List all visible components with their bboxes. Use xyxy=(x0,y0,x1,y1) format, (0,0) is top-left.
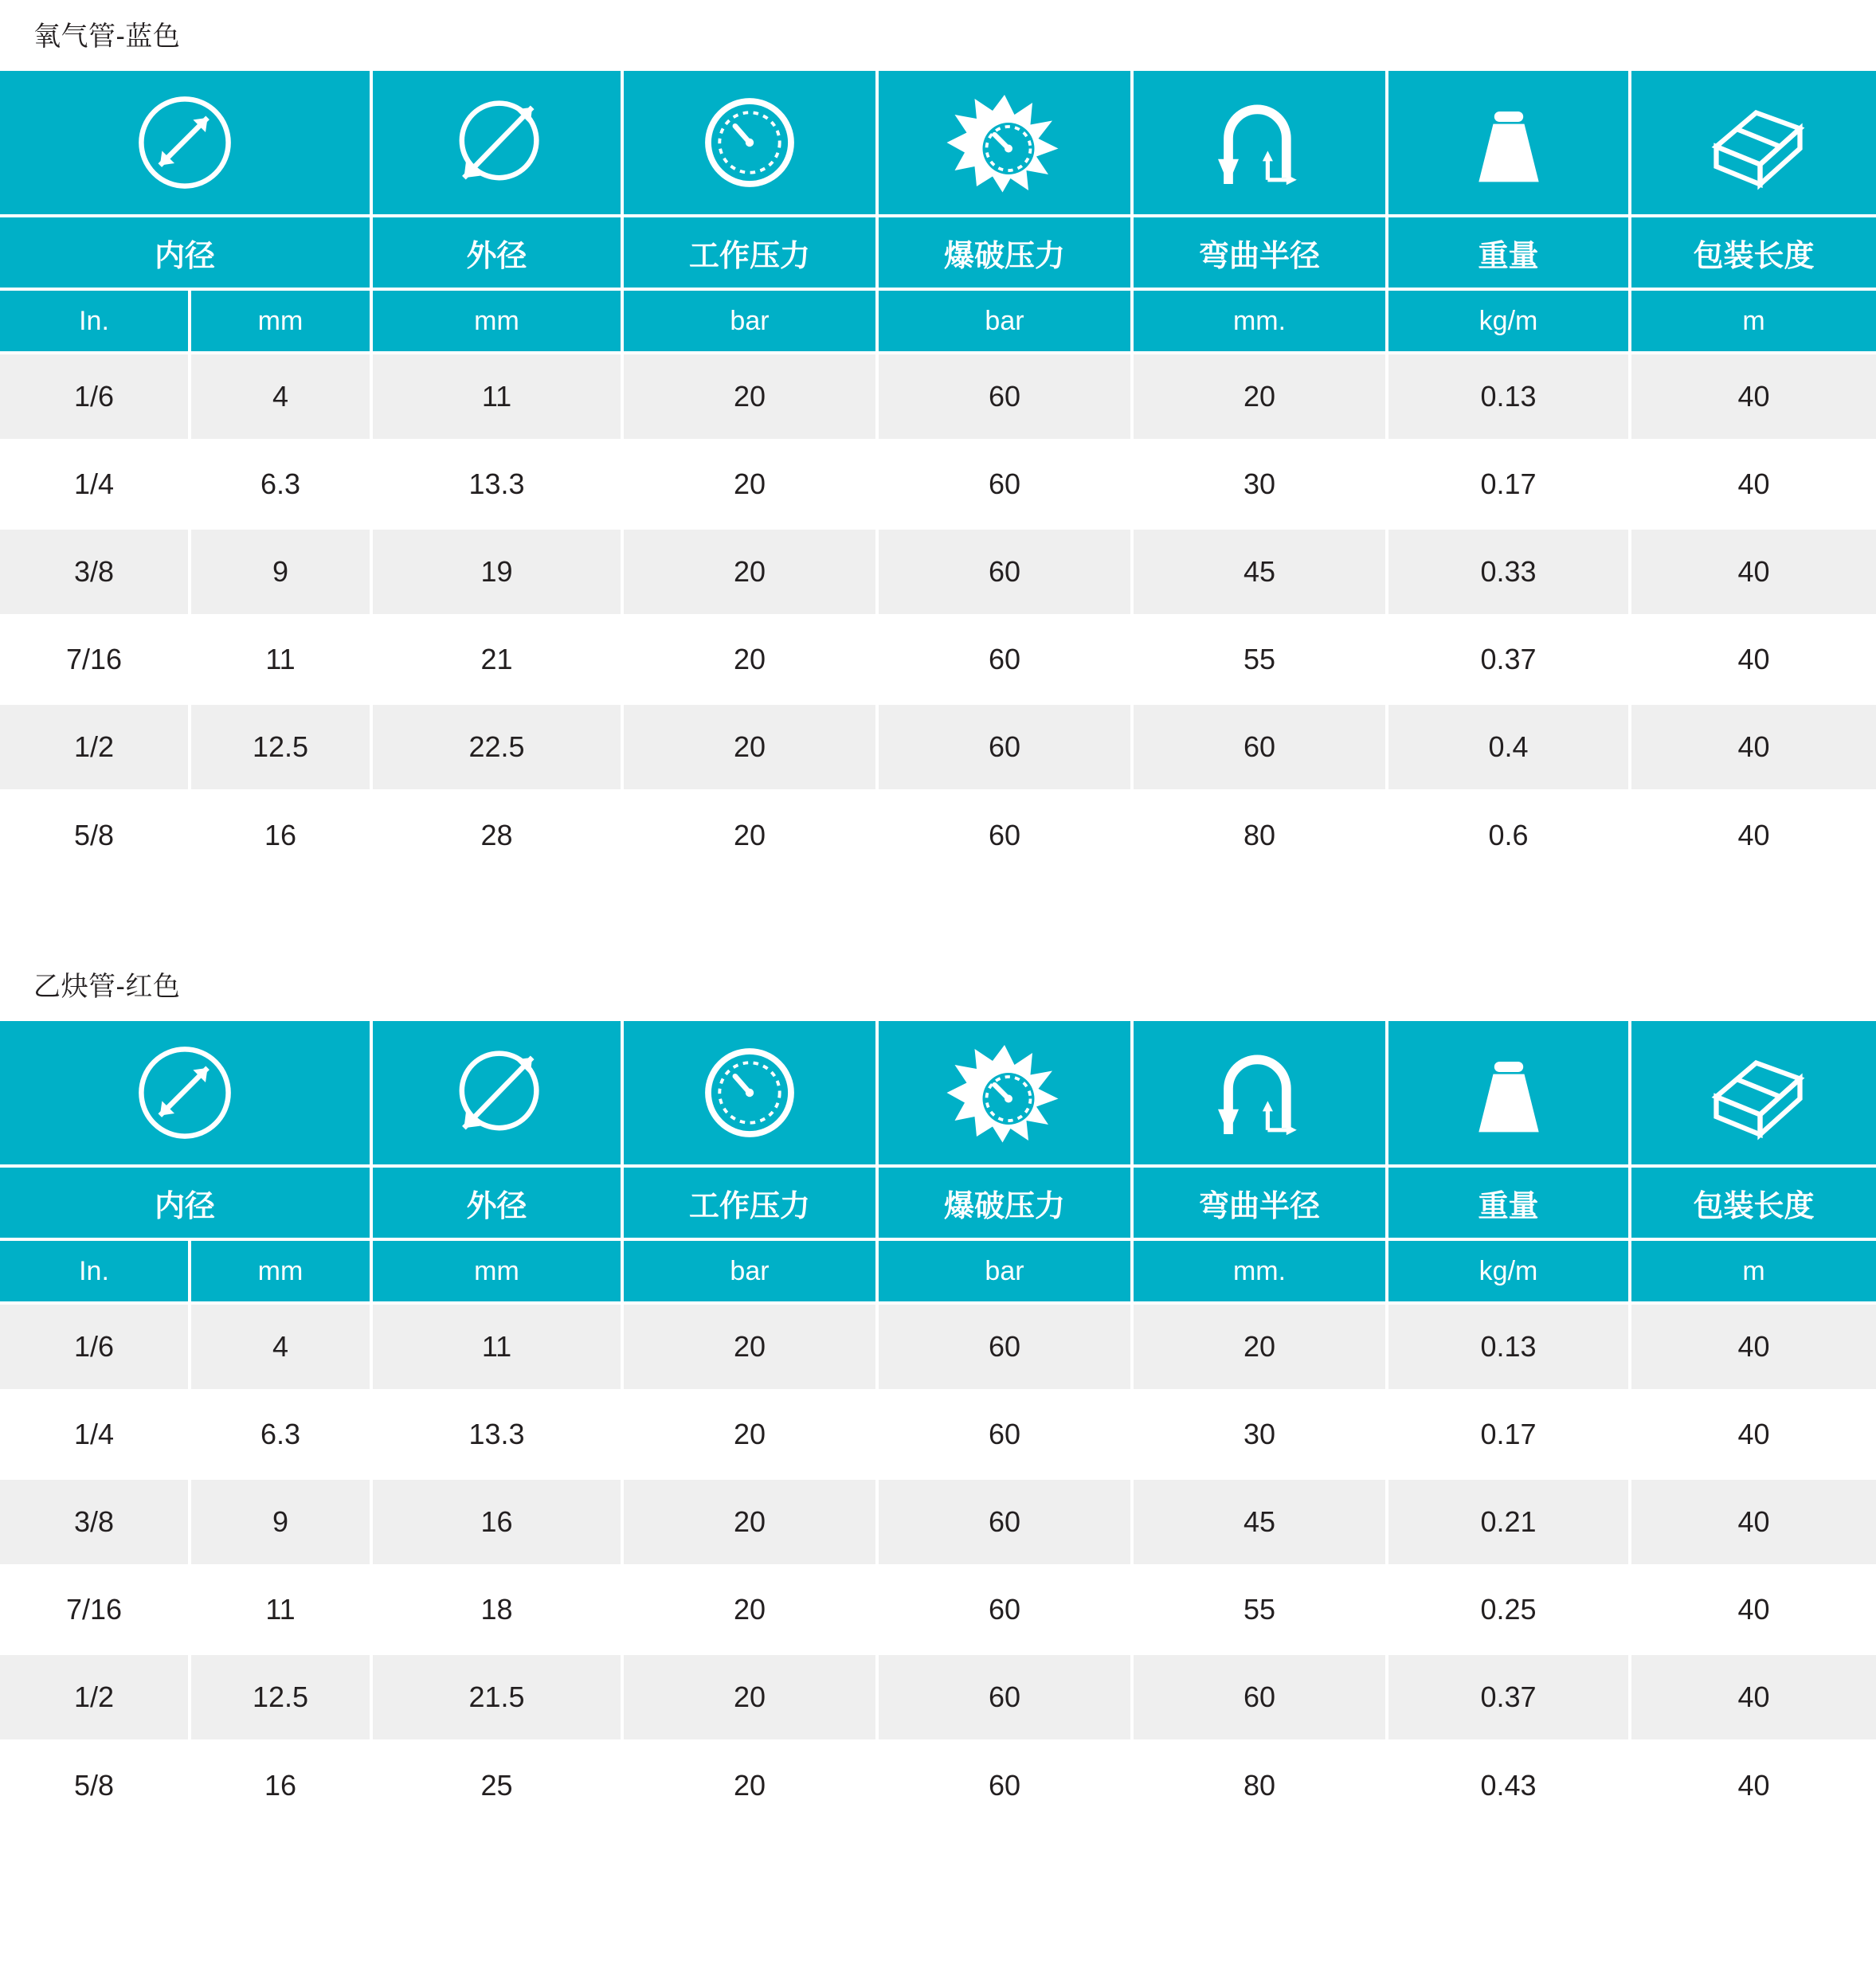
cell-inch: 1/6 xyxy=(0,353,190,440)
column-label-inner-diameter: 内径 xyxy=(0,216,371,289)
table-row xyxy=(0,1653,1876,1741)
working-pressure-gauge-icon xyxy=(622,71,877,216)
cell-wp: 20 xyxy=(622,1391,877,1478)
cell-wp: 20 xyxy=(622,703,877,791)
table-row xyxy=(0,1566,1876,1653)
table-row xyxy=(0,703,1876,791)
table-row xyxy=(0,1391,1876,1478)
cell-bp: 60 xyxy=(877,1391,1132,1478)
column-unit-length-m: m xyxy=(1630,1239,1876,1303)
cell-od: 13.3 xyxy=(371,440,622,528)
cell-pl: 40 xyxy=(1630,1653,1876,1741)
cell-br: 55 xyxy=(1132,616,1387,703)
cell-wp: 20 xyxy=(622,1478,877,1566)
burst-pressure-icon xyxy=(877,1021,1132,1166)
cell-od: 22.5 xyxy=(371,703,622,791)
cell-inch: 3/8 xyxy=(0,528,190,616)
outer-diameter-icon xyxy=(371,71,622,216)
column-label-bend-radius: 弯曲半径 xyxy=(1132,1166,1387,1239)
cell-inch: 1/6 xyxy=(0,1303,190,1391)
column-label-weight: 重量 xyxy=(1387,216,1630,289)
cell-mm: 9 xyxy=(190,528,371,616)
spec-table xyxy=(0,71,1876,878)
cell-br: 20 xyxy=(1132,353,1387,440)
cell-wt: 0.21 xyxy=(1387,1478,1630,1566)
column-label-package-length: 包装长度 xyxy=(1630,216,1876,289)
table-row xyxy=(0,1303,1876,1391)
cell-bp: 60 xyxy=(877,528,1132,616)
inner-diameter-icon xyxy=(0,1021,371,1166)
column-unit-working-bar: bar xyxy=(622,1239,877,1303)
cell-mm: 16 xyxy=(190,1741,371,1829)
cell-pl: 40 xyxy=(1630,616,1876,703)
cell-wp: 20 xyxy=(622,1653,877,1741)
column-unit-inches: In. xyxy=(0,1239,190,1303)
cell-wp: 20 xyxy=(622,353,877,440)
column-unit-bend-mm: mm. xyxy=(1132,1239,1387,1303)
column-label-burst-pressure: 爆破压力 xyxy=(877,216,1132,289)
cell-wt: 0.37 xyxy=(1387,1653,1630,1741)
cell-inch: 7/16 xyxy=(0,616,190,703)
cell-od: 21.5 xyxy=(371,1653,622,1741)
cell-mm: 9 xyxy=(190,1478,371,1566)
cell-wp: 20 xyxy=(622,1741,877,1829)
cell-bp: 60 xyxy=(877,1566,1132,1653)
cell-br: 45 xyxy=(1132,528,1387,616)
column-unit-inches: In. xyxy=(0,289,190,353)
spec-table xyxy=(0,1021,1876,1829)
cell-pl: 40 xyxy=(1630,1391,1876,1478)
column-unit-weight-kgm: kg/m xyxy=(1387,289,1630,353)
cell-br: 60 xyxy=(1132,1653,1387,1741)
cell-br: 20 xyxy=(1132,1303,1387,1391)
cell-wp: 20 xyxy=(622,1566,877,1653)
section-divider xyxy=(0,878,1876,950)
cell-br: 45 xyxy=(1132,1478,1387,1566)
cell-mm: 12.5 xyxy=(190,703,371,791)
cell-wp: 20 xyxy=(622,1303,877,1391)
cell-wt: 0.33 xyxy=(1387,528,1630,616)
column-label-package-length: 包装长度 xyxy=(1630,1166,1876,1239)
column-label-weight: 重量 xyxy=(1387,1166,1630,1239)
cell-pl: 40 xyxy=(1630,791,1876,878)
cell-od: 21 xyxy=(371,616,622,703)
cell-bp: 60 xyxy=(877,1478,1132,1566)
column-unit-mm: mm xyxy=(190,1239,371,1303)
cell-bp: 60 xyxy=(877,440,1132,528)
icon-header-row xyxy=(0,71,1876,216)
cell-br: 55 xyxy=(1132,1566,1387,1653)
package-length-icon xyxy=(1630,1021,1876,1166)
column-label-bend-radius: 弯曲半径 xyxy=(1132,216,1387,289)
cell-wp: 20 xyxy=(622,616,877,703)
cell-wt: 0.17 xyxy=(1387,1391,1630,1478)
cell-wt: 0.13 xyxy=(1387,1303,1630,1391)
column-unit-burst-bar: bar xyxy=(877,1239,1132,1303)
column-unit-outer-mm: mm xyxy=(371,289,622,353)
column-label-working-pressure: 工作压力 xyxy=(622,216,877,289)
table-row xyxy=(0,528,1876,616)
cell-br: 30 xyxy=(1132,440,1387,528)
cell-br: 30 xyxy=(1132,1391,1387,1478)
cell-wt: 0.6 xyxy=(1387,791,1630,878)
table-row xyxy=(0,353,1876,440)
column-label-outer-diameter: 外径 xyxy=(371,216,622,289)
cell-wp: 20 xyxy=(622,791,877,878)
column-unit-working-bar: bar xyxy=(622,289,877,353)
column-label-inner-diameter: 内径 xyxy=(0,1166,371,1239)
cell-mm: 4 xyxy=(190,1303,371,1391)
section-title: 乙炔管-红色 xyxy=(33,972,181,1002)
column-unit-weight-kgm: kg/m xyxy=(1387,1239,1630,1303)
inner-diameter-icon xyxy=(0,71,371,216)
table-row xyxy=(0,791,1876,878)
column-label-outer-diameter: 外径 xyxy=(371,1166,622,1239)
cell-wp: 20 xyxy=(622,440,877,528)
bend-radius-icon xyxy=(1132,71,1387,216)
cell-inch: 1/4 xyxy=(0,440,190,528)
cell-pl: 40 xyxy=(1630,528,1876,616)
cell-od: 19 xyxy=(371,528,622,616)
cell-bp: 60 xyxy=(877,1653,1132,1741)
cell-bp: 60 xyxy=(877,703,1132,791)
cell-inch: 1/4 xyxy=(0,1391,190,1478)
cell-bp: 60 xyxy=(877,1741,1132,1829)
cell-br: 80 xyxy=(1132,791,1387,878)
cell-wt: 0.43 xyxy=(1387,1741,1630,1829)
cell-pl: 40 xyxy=(1630,1303,1876,1391)
cell-wt: 0.13 xyxy=(1387,353,1630,440)
column-unit-mm: mm xyxy=(190,289,371,353)
cell-od: 11 xyxy=(371,1303,622,1391)
cell-pl: 40 xyxy=(1630,1741,1876,1829)
label-header-row xyxy=(0,1166,1876,1239)
table-row xyxy=(0,1478,1876,1566)
column-unit-outer-mm: mm xyxy=(371,1239,622,1303)
cell-inch: 3/8 xyxy=(0,1478,190,1566)
cell-od: 13.3 xyxy=(371,1391,622,1478)
section-title: 氧气管-蓝色 xyxy=(33,22,181,52)
cell-pl: 40 xyxy=(1630,1478,1876,1566)
column-label-burst-pressure: 爆破压力 xyxy=(877,1166,1132,1239)
cell-od: 28 xyxy=(371,791,622,878)
cell-inch: 7/16 xyxy=(0,1566,190,1653)
column-label-working-pressure: 工作压力 xyxy=(622,1166,877,1239)
cell-od: 18 xyxy=(371,1566,622,1653)
spec-section-oxygen xyxy=(0,0,1876,878)
cell-pl: 40 xyxy=(1630,440,1876,528)
cell-mm: 12.5 xyxy=(190,1653,371,1741)
cell-pl: 40 xyxy=(1630,353,1876,440)
cell-br: 60 xyxy=(1132,703,1387,791)
cell-pl: 40 xyxy=(1630,703,1876,791)
cell-mm: 16 xyxy=(190,791,371,878)
cell-bp: 60 xyxy=(877,353,1132,440)
unit-header-row xyxy=(0,289,1876,353)
cell-inch: 5/8 xyxy=(0,791,190,878)
column-unit-bend-mm: mm. xyxy=(1132,289,1387,353)
cell-bp: 60 xyxy=(877,791,1132,878)
cell-inch: 5/8 xyxy=(0,1741,190,1829)
cell-wt: 0.37 xyxy=(1387,616,1630,703)
cell-bp: 60 xyxy=(877,1303,1132,1391)
table-row xyxy=(0,616,1876,703)
column-unit-length-m: m xyxy=(1630,289,1876,353)
burst-pressure-icon xyxy=(877,71,1132,216)
icon-header-row xyxy=(0,1021,1876,1166)
cell-br: 80 xyxy=(1132,1741,1387,1829)
cell-mm: 11 xyxy=(190,616,371,703)
cell-inch: 1/2 xyxy=(0,703,190,791)
weight-icon xyxy=(1387,71,1630,216)
label-header-row xyxy=(0,216,1876,289)
cell-mm: 4 xyxy=(190,353,371,440)
column-unit-burst-bar: bar xyxy=(877,289,1132,353)
cell-od: 25 xyxy=(371,1741,622,1829)
cell-wp: 20 xyxy=(622,528,877,616)
package-length-icon xyxy=(1630,71,1876,216)
cell-wt: 0.25 xyxy=(1387,1566,1630,1653)
cell-mm: 6.3 xyxy=(190,1391,371,1478)
table-row xyxy=(0,1741,1876,1829)
cell-od: 16 xyxy=(371,1478,622,1566)
cell-mm: 6.3 xyxy=(190,440,371,528)
cell-wt: 0.4 xyxy=(1387,703,1630,791)
unit-header-row xyxy=(0,1239,1876,1303)
cell-od: 11 xyxy=(371,353,622,440)
bend-radius-icon xyxy=(1132,1021,1387,1166)
weight-icon xyxy=(1387,1021,1630,1166)
cell-wt: 0.17 xyxy=(1387,440,1630,528)
cell-bp: 60 xyxy=(877,616,1132,703)
working-pressure-gauge-icon xyxy=(622,1021,877,1166)
spec-section-acetylene xyxy=(0,950,1876,1829)
cell-pl: 40 xyxy=(1630,1566,1876,1653)
table-row xyxy=(0,440,1876,528)
cell-mm: 11 xyxy=(190,1566,371,1653)
cell-inch: 1/2 xyxy=(0,1653,190,1741)
outer-diameter-icon xyxy=(371,1021,622,1166)
